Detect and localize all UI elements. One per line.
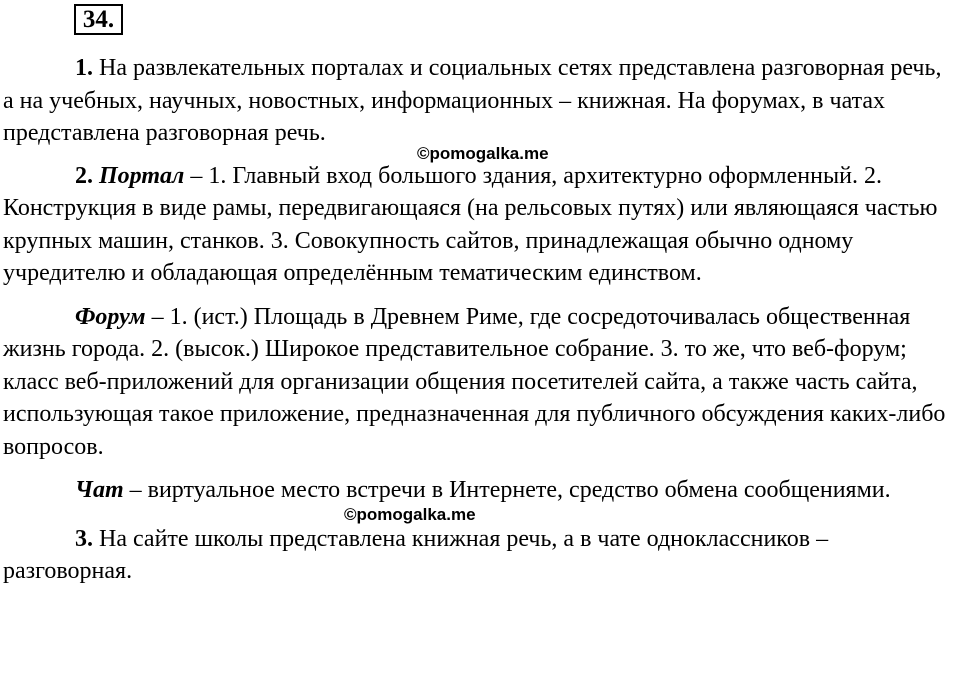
definition-chat: – виртуальное место встречи в Интернете, средство обмена сообщениями. <box>123 477 891 503</box>
definition-portal: – 1. Главный вход большого здания, архитектурно оформленный. 2. Конструкция в виде рамы, передвигающаяся (на рельсовых путях) или являющаяся частью крупных машин, станков. 3. Совокупность сайтов, принадлежащая обычно одному учредителю и обладающая определённым тематическим единством. <box>3 162 938 286</box>
answer-paragraph-2 <box>3 160 958 290</box>
answer-paragraph-3 <box>3 523 958 588</box>
task-number: 34. <box>74 4 123 35</box>
term-forum: Форум <box>75 303 146 330</box>
paragraph-3-text: На сайте школы представлена книжная речь, а в чате одноклассников – разговорная. <box>3 525 829 584</box>
term-chat: Чат <box>75 477 124 503</box>
answer-paragraph-1 <box>3 52 958 150</box>
answer-paragraph-chat <box>3 474 958 507</box>
answer-paragraph-forum <box>3 301 958 464</box>
watermark-2: ©pomogalka.me <box>344 504 476 524</box>
watermark-1: ©pomogalka.me <box>417 143 549 163</box>
paragraph-1-text: На развлекательных порталах и социальных сетях представлена разговорная речь, а на учебных, научных, новостных, информационных – книжная. На форумах, в чатах представлена разговорная речь. <box>3 55 942 146</box>
item-number-1: 1. <box>75 55 93 81</box>
definition-forum: – 1. (ист.) Площадь в Древнем Риме, где сосредоточивалась общественная жизнь города. 2. (высок.) Широкое представительное собрание. 3. то же, что веб-форум; класс веб-приложений для организации общения посетителей сайта, а также часть сайта, использующая такое приложение, предназначенная для публичного обсуждения каких-либо вопросов. <box>3 303 946 460</box>
answer-text <box>3 52 958 588</box>
term-portal: Портал <box>99 162 185 189</box>
item-number-2: 2. <box>75 162 93 189</box>
item-number-3: 3. <box>75 525 93 552</box>
